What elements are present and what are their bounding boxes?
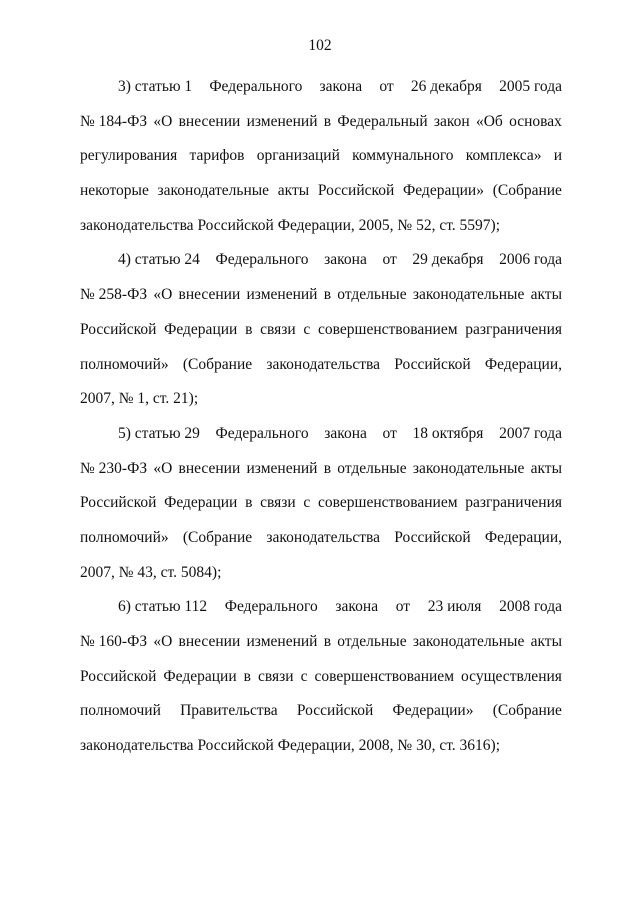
text-line bbox=[80, 452, 562, 487]
word: внесении bbox=[178, 286, 241, 304]
word: организаций bbox=[256, 147, 340, 165]
word: от bbox=[382, 251, 397, 269]
word: акты bbox=[530, 633, 562, 650]
word: (Собрание bbox=[492, 702, 562, 720]
word: (Собрание bbox=[182, 528, 253, 546]
word: № 258-ФЗ bbox=[80, 286, 148, 304]
word: Российской bbox=[394, 355, 471, 373]
paragraph bbox=[80, 70, 562, 243]
word: отдельные bbox=[337, 633, 407, 650]
paragraph bbox=[80, 243, 562, 416]
text-line bbox=[80, 382, 562, 417]
text-line bbox=[80, 694, 562, 729]
word: полномочий» bbox=[80, 355, 169, 373]
text-line bbox=[80, 590, 562, 625]
word: в bbox=[245, 320, 253, 338]
word: закона bbox=[324, 424, 367, 442]
word: Федерального bbox=[209, 78, 303, 95]
word: Федеральный bbox=[337, 112, 428, 130]
word: изменений bbox=[246, 112, 318, 130]
word: полномочий» bbox=[80, 528, 169, 546]
text-line bbox=[80, 209, 562, 244]
word: законодательные bbox=[412, 286, 525, 304]
word: акты bbox=[530, 286, 562, 304]
text-line bbox=[80, 278, 562, 313]
word: некоторые bbox=[80, 182, 149, 200]
word: законодательства Российской Федерации, 2005, № 52, ст. 5597); bbox=[80, 216, 501, 234]
word: акты bbox=[530, 459, 562, 477]
word: изменений bbox=[246, 459, 318, 477]
word: основах bbox=[509, 112, 562, 130]
word: законодательства Российской Федерации, 2008, № 30, ст. 3616); bbox=[80, 737, 501, 755]
word: Федерации bbox=[163, 667, 237, 685]
word: Федерации bbox=[164, 494, 238, 512]
word: (Собрание bbox=[492, 182, 562, 200]
word: (Собрание bbox=[182, 355, 253, 373]
word: от bbox=[382, 424, 397, 442]
word: с bbox=[300, 667, 308, 685]
word: № 230-ФЗ bbox=[80, 459, 148, 477]
word: № 160-ФЗ bbox=[80, 633, 148, 650]
text-line bbox=[80, 521, 562, 556]
word: с bbox=[303, 320, 311, 338]
word: 5) статью 29 bbox=[118, 424, 200, 442]
word: Российской bbox=[317, 182, 395, 200]
paragraph bbox=[80, 590, 562, 763]
word: отдельные bbox=[337, 459, 407, 477]
word: 2006 года bbox=[499, 251, 562, 269]
word: Федерации» bbox=[392, 702, 474, 720]
text-line bbox=[80, 556, 562, 591]
word: закона bbox=[319, 78, 363, 95]
word: внесении bbox=[178, 633, 241, 650]
paragraph bbox=[80, 417, 562, 590]
word: комплекса» bbox=[465, 147, 542, 165]
page-number: 102 bbox=[308, 37, 332, 54]
text-line bbox=[80, 486, 562, 521]
word: разграничения bbox=[465, 494, 562, 512]
word: Российской bbox=[80, 667, 157, 685]
word: законодательства bbox=[266, 528, 380, 546]
word: связи bbox=[258, 667, 294, 685]
text-line bbox=[80, 243, 562, 278]
text-line bbox=[80, 105, 562, 140]
word: Российской bbox=[394, 528, 471, 546]
word: Федерального bbox=[215, 251, 309, 269]
word: в bbox=[323, 459, 332, 477]
text-line bbox=[80, 139, 562, 174]
word: Правительства bbox=[180, 702, 278, 720]
word: законодательные bbox=[412, 633, 525, 650]
word: 26 декабря bbox=[410, 78, 482, 95]
word: законодательства bbox=[266, 355, 380, 373]
word: Федерации, bbox=[484, 528, 562, 546]
word: связи bbox=[260, 320, 296, 338]
word: в bbox=[323, 286, 332, 304]
word: от bbox=[379, 78, 394, 95]
word: в bbox=[245, 494, 253, 512]
word: регулирования bbox=[80, 147, 178, 165]
word: тарифов bbox=[189, 147, 245, 165]
word: внесении bbox=[178, 112, 241, 130]
word: Российской bbox=[80, 320, 157, 338]
word: Федерации, bbox=[484, 355, 562, 373]
word: 2007, № 1, ст. 21); bbox=[80, 390, 199, 408]
word: Федерального bbox=[224, 598, 318, 616]
word: полномочий bbox=[80, 702, 161, 720]
word: Российской bbox=[80, 494, 157, 512]
word: «О bbox=[153, 286, 173, 304]
word: 6) статью 112 bbox=[118, 598, 208, 616]
word: 2008 года bbox=[499, 598, 562, 616]
word: с bbox=[303, 494, 311, 512]
word: 18 октября bbox=[412, 424, 484, 442]
text-line bbox=[80, 348, 562, 383]
text-line bbox=[80, 174, 562, 209]
word: Федерации bbox=[164, 320, 238, 338]
word: закона bbox=[335, 598, 379, 616]
word: № 184-ФЗ bbox=[80, 112, 148, 130]
word: 29 декабря bbox=[412, 251, 484, 269]
word: законодательные bbox=[412, 459, 525, 477]
word: связи bbox=[260, 494, 296, 512]
word: разграничения bbox=[465, 320, 562, 338]
word: от bbox=[395, 598, 411, 616]
word: в bbox=[323, 112, 332, 130]
word: «Об bbox=[475, 112, 503, 130]
text-line bbox=[80, 660, 562, 695]
word: совершенствованием bbox=[318, 494, 458, 512]
text-line bbox=[80, 417, 562, 452]
word: отдельные bbox=[337, 286, 407, 304]
word: закона bbox=[324, 251, 367, 269]
word: 2005 года bbox=[499, 78, 562, 95]
word: 2007 года bbox=[499, 424, 562, 442]
word: «О bbox=[153, 459, 173, 477]
word: Федерации» bbox=[403, 182, 484, 200]
word: «О bbox=[153, 112, 173, 130]
word: закон bbox=[433, 112, 470, 130]
word: осуществления bbox=[461, 667, 562, 685]
word: совершенствованием bbox=[314, 667, 455, 685]
word: 23 июля bbox=[427, 598, 482, 616]
word: 4) статью 24 bbox=[118, 251, 200, 269]
word: в bbox=[243, 667, 251, 685]
word: изменений bbox=[246, 286, 318, 304]
word: коммунального bbox=[352, 147, 454, 165]
text-line bbox=[80, 729, 562, 764]
text-line bbox=[80, 70, 562, 105]
word: Российской bbox=[296, 702, 374, 720]
word: и bbox=[553, 147, 562, 165]
text-line bbox=[80, 313, 562, 348]
word: законодательные bbox=[157, 182, 270, 200]
word: 3) статью 1 bbox=[118, 78, 193, 95]
word: в bbox=[323, 633, 332, 650]
text-line bbox=[80, 625, 562, 660]
word: изменений bbox=[246, 633, 318, 650]
word: акты bbox=[277, 182, 310, 200]
word: Федерального bbox=[215, 424, 309, 442]
word: совершенствованием bbox=[318, 320, 458, 338]
document-body bbox=[80, 70, 562, 764]
word: 2007, № 43, ст. 5084); bbox=[80, 563, 222, 581]
word: «О bbox=[153, 633, 173, 650]
word: внесении bbox=[178, 459, 241, 477]
